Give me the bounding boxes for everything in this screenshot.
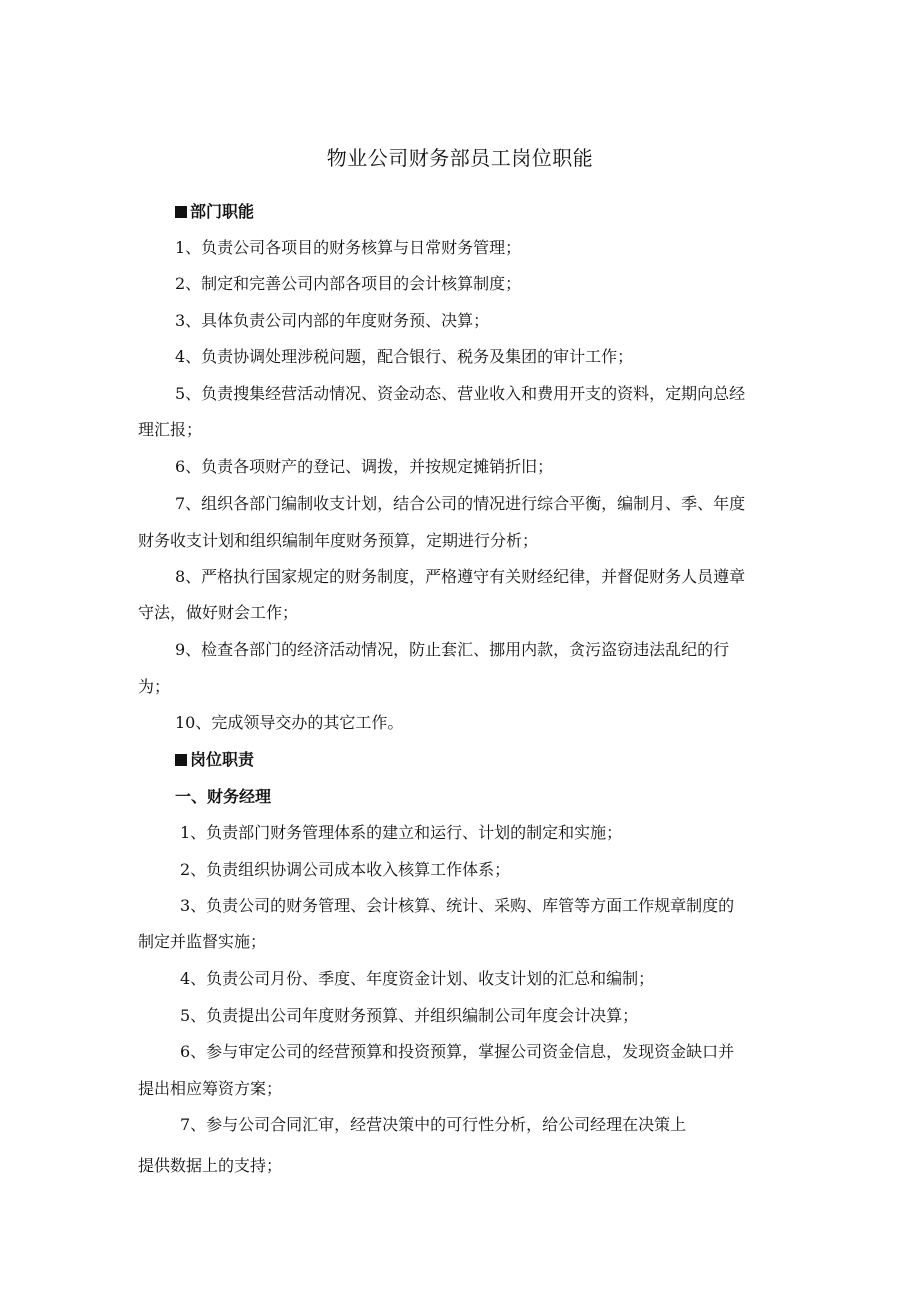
square-bullet-icon: [175, 206, 187, 218]
list-item: 4、负责协调处理涉税问题，配合银行、税务及集团的审计工作；: [175, 347, 634, 366]
list-item: 2、制定和完善公司内部各项目的会计核算制度；: [175, 274, 522, 293]
list-item-continuation: 为；: [138, 677, 171, 696]
list-item: 8、严格执行国家规定的财务制度，严格遵守有关财经纪律，并督促财务人员遵章: [175, 567, 746, 586]
square-bullet-icon: [175, 754, 187, 766]
list-item: 7、组织各部门编制收支计划，结合公司的情况进行综合平衡，编制月、季、年度: [175, 494, 746, 513]
list-item: 9、检查各部门的经济活动情况，防止套汇、挪用内款，贪污盗窃违法乱纪的行: [175, 640, 730, 659]
section-heading-position: 岗位职责: [175, 750, 254, 770]
list-item: 4、负责公司月份、季度、年度资金计划、收支计划的汇总和编制；: [180, 969, 655, 988]
subheading-finance-manager: 一、财务经理: [175, 787, 272, 806]
list-item: 10、完成领导交办的其它工作。: [175, 713, 404, 732]
list-item: 5、负责搜集经营活动情况、资金动态、营业收入和费用开支的资料，定期向总经: [175, 384, 746, 403]
list-item-continuation: 守法，做好财会工作；: [138, 603, 299, 622]
list-item: 1、负责部门财务管理体系的建立和运行、计划的制定和实施；: [180, 823, 623, 842]
page-title: 物业公司财务部员工岗位职能: [326, 146, 594, 170]
section-heading-department: 部门职能: [175, 202, 254, 222]
list-item: 6、参与审定公司的经营预算和投资预算，掌握公司资金信息，发现资金缺口并: [180, 1042, 735, 1061]
list-item-continuation: 制定并监督实施；: [138, 932, 267, 951]
list-item: 5、负责提出公司年度财务预算、并组织编制公司年度会计决算；: [180, 1006, 639, 1025]
list-item: 3、负责公司的财务管理、会计核算、统计、采购、库管等方面工作规章制度的: [180, 896, 735, 915]
list-item: 1、负责公司各项目的财务核算与日常财务管理；: [175, 238, 522, 257]
list-item: 6、负责各项财产的登记、调拨，并按规定摊销折旧；: [175, 457, 554, 476]
list-item-continuation: 财务收支计划和组织编制年度财务预算，定期进行分析；: [138, 531, 539, 550]
list-item: 7、参与公司合同汇审，经营决策中的可行性分析，给公司经理在决策上: [180, 1115, 687, 1134]
list-item-continuation: 理汇报；: [138, 420, 203, 439]
list-item-continuation: 提供数据上的支持；: [138, 1156, 283, 1175]
list-item-continuation: 提出相应筹资方案；: [138, 1079, 283, 1098]
list-item: 2、负责组织协调公司成本收入核算工作体系；: [180, 860, 511, 879]
list-item: 3、具体负责公司内部的年度财务预、决算；: [175, 311, 490, 330]
